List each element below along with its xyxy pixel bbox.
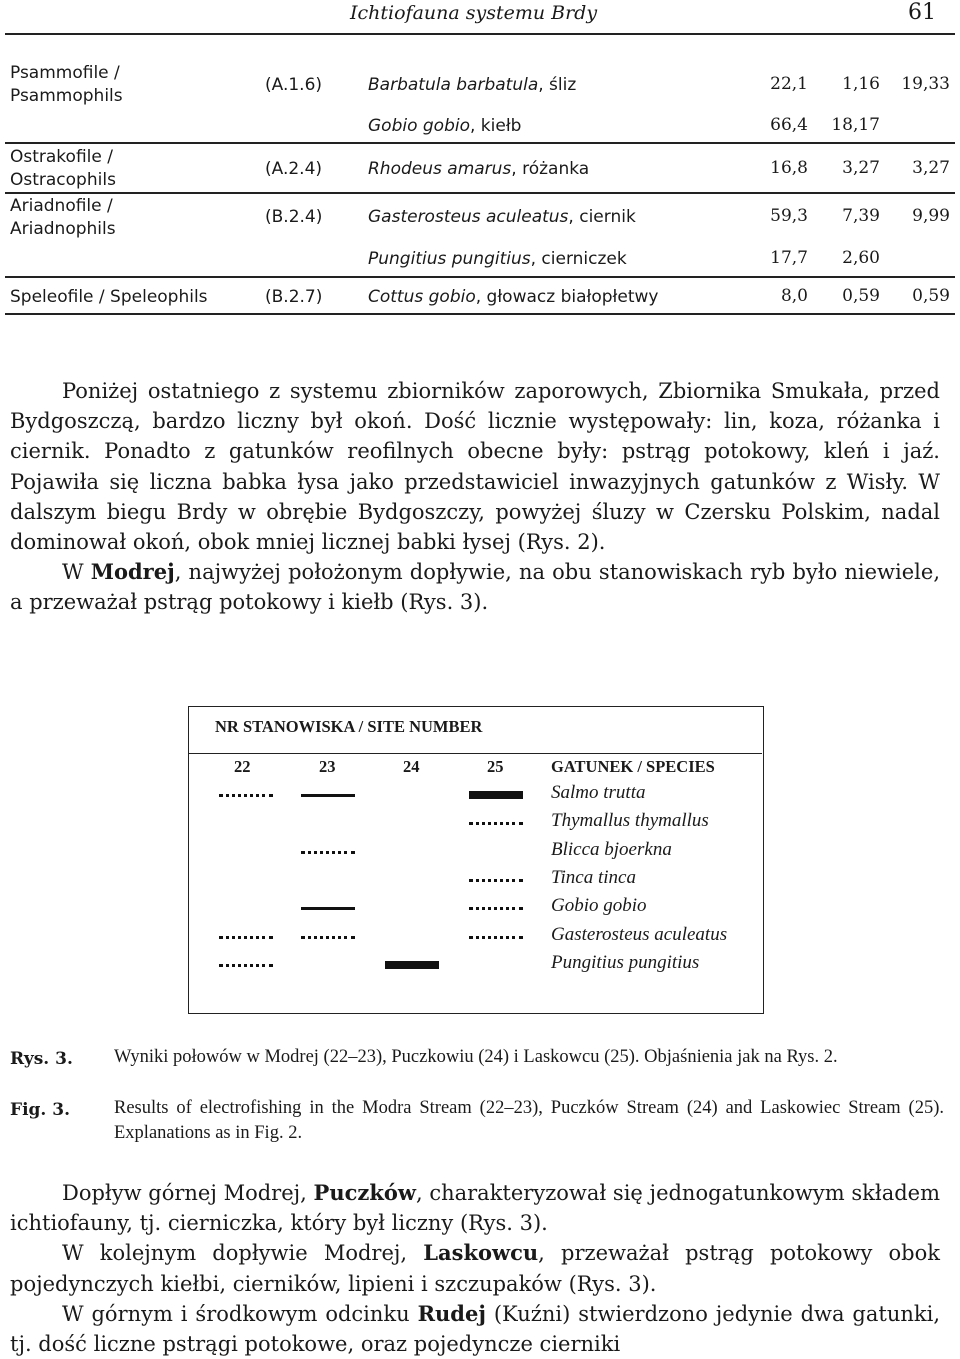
value-col2: 2,60: [842, 248, 880, 268]
occurrence-grid: [189, 707, 762, 1012]
value-col2: 7,39: [842, 206, 880, 226]
figure-title: NR STANOWISKA / SITE NUMBER: [215, 717, 483, 736]
caption-text-pl: Wyniki połowów w Modrej (22–23), Puczkowiu (24) i Laskowcu (25). Objaśnienia jak na Rys. 2.: [114, 1047, 838, 1067]
occurrence-mark-solid: [301, 907, 355, 910]
value-col1: 17,7: [770, 248, 808, 268]
value-col3: 0,59: [912, 286, 950, 306]
occurrence-mark-thick: [469, 791, 523, 799]
occurrence-mark-dotted: [301, 936, 355, 939]
guild-label: Ostrakofile / Ostracophils: [10, 147, 116, 190]
guild-label: Psammofile / Psammophils: [10, 63, 123, 106]
paragraph: Poniżej ostatniego z systemu zbiorników zaporowych, Zbiornika Smukała, przed Bydgoszczą, bardzo liczny był okoń. Dość licznie występowały: lin, koza, różanka i ciernik. Ponadto z gatunków reofilnych obecne były: pstrąg potokowy, kleń i jaź. Pojawiła się liczna babka łysa jako przedstawiciel inwazyjnych gatunków z Wisły. W dalszym biegu Brdy w obrębie Bydgoszczy, powyżej śluzy w Czersku Polskim, nadal dominował okoń, obok mniej licznej babki łysej (Rys. 2).: [10, 379, 940, 555]
occurrence-mark-dotted: [469, 907, 523, 910]
species-name: Rhodeus amarus, różanka: [368, 159, 590, 179]
guild-label: Speleofile / Speleophils: [10, 287, 208, 307]
occurrence-mark-solid: [301, 794, 355, 797]
species-name: Gasterosteus aculeatus, ciernik: [368, 207, 636, 227]
value-col1: 8,0: [780, 286, 808, 306]
page-number: 61: [908, 0, 936, 25]
site-number: 24: [403, 757, 420, 776]
body-text-upper: [10, 376, 940, 618]
species-label: Blicca bjoerkna: [551, 838, 672, 860]
occurrence-mark-dotted: [469, 822, 523, 825]
occurrence-mark-dotted: [301, 851, 355, 854]
guild-code: (A.2.4): [265, 159, 323, 179]
occurrence-mark-thick: [385, 961, 439, 969]
species-name: Pungitius pungitius, cierniczek: [368, 249, 627, 269]
value-col1: 66,4: [770, 115, 808, 135]
table-bottom-rule: [5, 313, 955, 315]
occurrence-mark-dotted: [469, 879, 523, 882]
running-header-title: Ichtiofauna systemu Brdy: [350, 2, 598, 24]
site-number: 22: [234, 757, 251, 776]
value-col1: 59,3: [770, 206, 808, 226]
guild-label: Ariadnofile / Ariadnophils: [10, 196, 116, 239]
occurrence-mark-dotted: [469, 936, 523, 939]
value-col2: 0,59: [842, 286, 880, 306]
row-divider: [5, 142, 955, 144]
species-name: Cottus gobio, głowacz białopłetwy: [368, 287, 659, 307]
paragraph: W górnym i środkowym odcinku Rudej (Kuźni) stwierdzono jedynie dwa gatunki, tj. dość liczne pstrągi potokowe, oraz pojedyncze cierniki: [10, 1300, 940, 1357]
value-col2: 3,27: [842, 158, 880, 178]
value-col2: 18,17: [831, 115, 880, 135]
species-label: Salmo trutta: [551, 782, 646, 803]
row-divider: [5, 192, 955, 194]
caption-label-pl: Rys. 3.: [10, 1049, 73, 1069]
caption-label-en: Fig. 3.: [10, 1100, 70, 1120]
species-name: Gobio gobio, kiełb: [368, 116, 522, 136]
species-label: Tinca tinca: [551, 866, 636, 888]
occurrence-mark-dotted: [219, 936, 273, 939]
species-label: Pungitius pungitius: [551, 951, 700, 973]
site-number: 23: [319, 757, 336, 776]
occurrence-mark-dotted: [219, 794, 273, 797]
species-label: Gasterosteus aculeatus: [551, 923, 728, 945]
value-col3: 19,33: [901, 74, 950, 94]
body-text-lower: [10, 1178, 940, 1359]
value-col1: 16,8: [770, 158, 808, 178]
value-col2: 1,16: [842, 74, 880, 94]
row-divider: [5, 276, 955, 278]
value-col1: 22,1: [770, 74, 808, 94]
site-number: 25: [487, 757, 504, 776]
paragraph: W kolejnym dopływie Modrej, Laskowcu, przeważał pstrąg potokowy obok pojedynczych kiełbi, cierników, lipieni i szczupaków (Rys. 3).: [10, 1240, 940, 1296]
paragraph: Dopływ górnej Modrej, Puczków, charakteryzował się jednogatunkowym składem ichtiofauny, tj. cierniczka, który był liczny (Rys. 3).: [10, 1180, 940, 1236]
guild-table: [0, 0, 960, 320]
value-col3: 3,27: [912, 158, 950, 178]
species-label: Gobio gobio: [551, 895, 647, 917]
value-col3: 9,99: [912, 206, 950, 226]
species-name: Barbatula barbatula, śliz: [368, 75, 577, 95]
paragraph: W Modrej, najwyżej położonym dopływie, na obu stanowiskach ryb było niewiele, a przeważał pstrąg potokowy i kiełb (Rys. 3).: [10, 559, 940, 615]
species-header: GATUNEK / SPECIES: [551, 757, 715, 776]
caption-text-en: Results of electrofishing in the Modra Stream (22–23), Puczków Stream (24) and Laskowiec Stream (25). Explanations as in Fig. 2.: [114, 1098, 944, 1143]
guild-code: (A.1.6): [265, 75, 323, 95]
occurrence-mark-dotted: [219, 964, 273, 967]
figure-3: [188, 706, 764, 1014]
guild-code: (B.2.4): [265, 207, 323, 227]
species-label: Thymallus thymallus: [551, 810, 709, 832]
guild-code: (B.2.7): [265, 287, 323, 307]
